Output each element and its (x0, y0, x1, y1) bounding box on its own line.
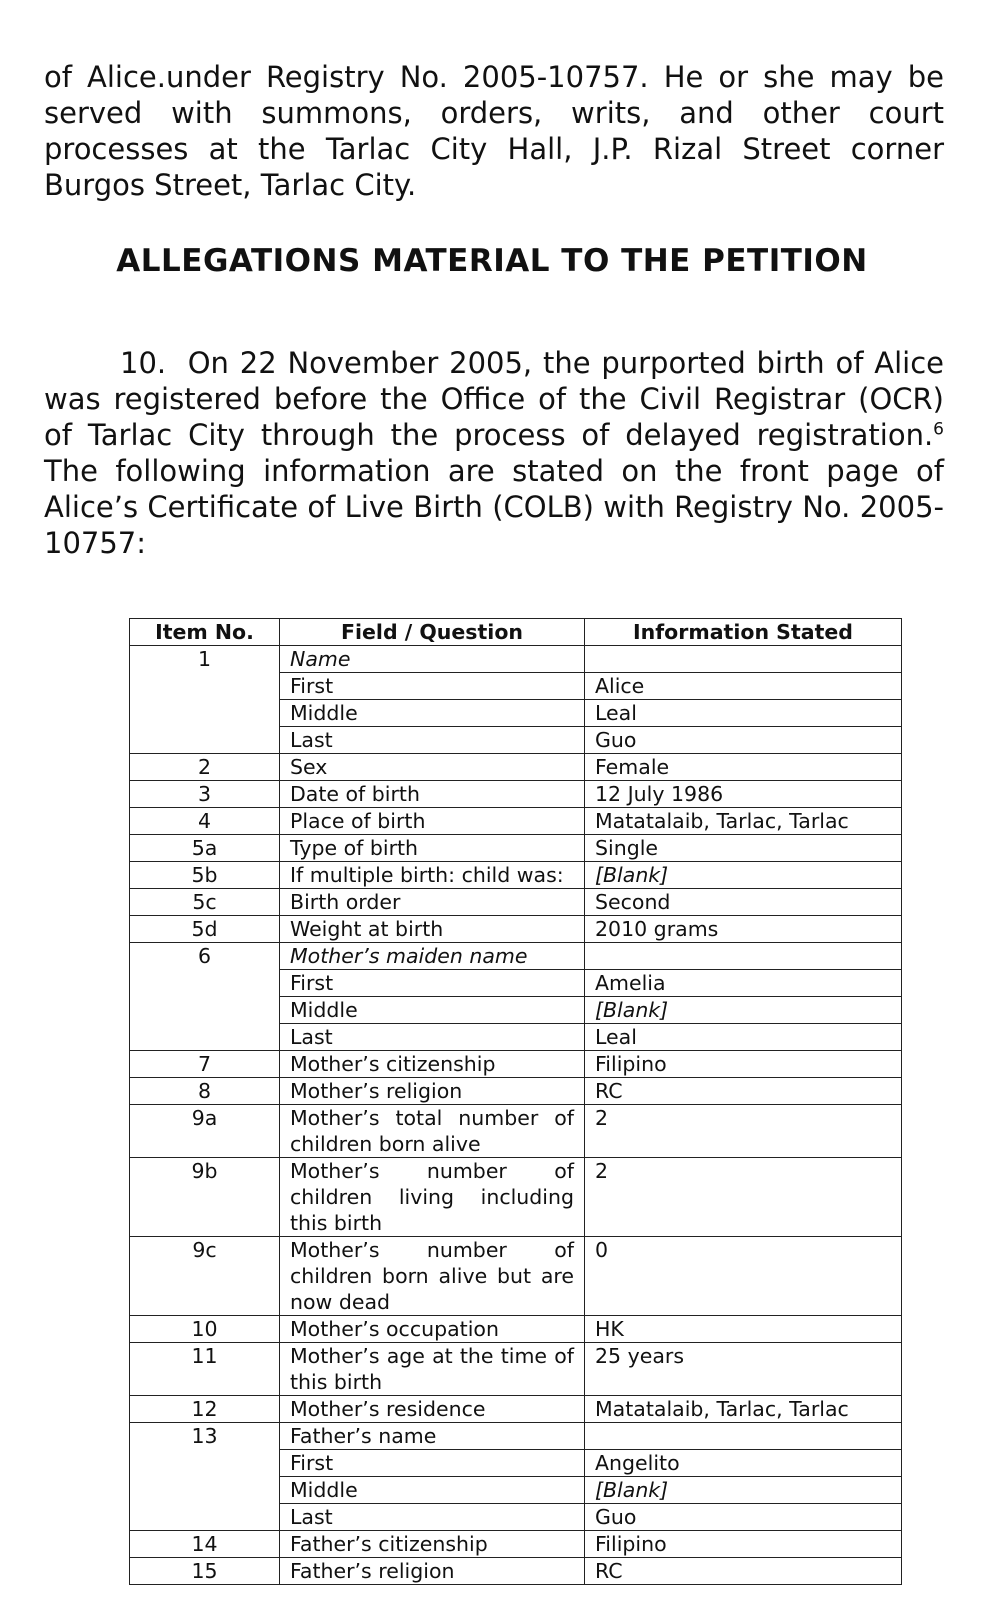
footnote-marker: 6 (933, 419, 944, 440)
item-number-cell: 7 (130, 1051, 280, 1078)
item-number-cell: 15 (130, 1558, 280, 1585)
table-row (130, 862, 902, 889)
table-row (130, 1558, 902, 1585)
field-question-cell: Mother’s residence (280, 1396, 585, 1423)
item-number-cell: 4 (130, 808, 280, 835)
field-question-cell: Last (280, 727, 585, 754)
field-question-cell: Mother’s age at the time of this birth (280, 1343, 585, 1396)
item-number-cell: 6 (130, 943, 280, 1051)
field-question-cell: Middle (280, 700, 585, 727)
information-stated-cell: Guo (585, 1504, 902, 1531)
field-question-cell: Birth order (280, 889, 585, 916)
information-stated-cell: RC (585, 1558, 902, 1585)
field-question-cell: Father’s citizenship (280, 1531, 585, 1558)
paragraph-1: of Alice.under Registry No. 2005-10757. He or she may be served with summons, orders, writs, and other court processes at the Tarlac City Hall, J.P. Rizal Street corner Burgos Street, Tarlac City. (44, 60, 944, 202)
field-question-cell: Mother’s citizenship (280, 1051, 585, 1078)
field-question-cell: Mother’s occupation (280, 1316, 585, 1343)
item-number-cell: 13 (130, 1423, 280, 1531)
item-number-cell: 5c (130, 889, 280, 916)
table-body (130, 646, 902, 1585)
table-row (130, 916, 902, 943)
field-question-cell: First (280, 970, 585, 997)
field-question-cell: Mother’s maiden name (280, 943, 585, 970)
field-question-cell: Name (280, 646, 585, 673)
field-question-cell: Mother’s total number of children born alive (280, 1105, 585, 1158)
item-number-cell: 2 (130, 754, 280, 781)
item-number-cell: 8 (130, 1078, 280, 1105)
item-number-cell: 12 (130, 1396, 280, 1423)
table-row (130, 781, 902, 808)
item-number-cell: 1 (130, 646, 280, 754)
field-question-cell: Mother’s number of children born alive but are now dead (280, 1237, 585, 1316)
information-stated-cell: Leal (585, 1024, 902, 1051)
information-stated-cell (585, 646, 902, 673)
item-number-cell: 14 (130, 1531, 280, 1558)
information-stated-cell: Matatalaib, Tarlac, Tarlac (585, 808, 902, 835)
item-number-cell: 10 (130, 1316, 280, 1343)
table-row (130, 1105, 902, 1158)
table-row (130, 1078, 902, 1105)
field-question-cell: Father’s religion (280, 1558, 585, 1585)
table-row (130, 835, 902, 862)
information-stated-cell: 25 years (585, 1343, 902, 1396)
paragraph-10-lead (44, 345, 944, 561)
information-stated-cell: Filipino (585, 1531, 902, 1558)
item-number-cell: 9b (130, 1158, 280, 1237)
table-row (130, 754, 902, 781)
information-stated-cell: Single (585, 835, 902, 862)
information-stated-cell: Guo (585, 727, 902, 754)
field-question-cell: Date of birth (280, 781, 585, 808)
information-stated-cell: Amelia (585, 970, 902, 997)
table-row (130, 1237, 902, 1316)
information-stated-cell: Filipino (585, 1051, 902, 1078)
information-stated-cell: 0 (585, 1237, 902, 1316)
field-question-cell: Last (280, 1504, 585, 1531)
information-stated-cell (585, 943, 902, 970)
field-question-cell: First (280, 1450, 585, 1477)
information-stated-cell: [Blank] (585, 862, 902, 889)
field-question-cell: Sex (280, 754, 585, 781)
field-question-cell: If multiple birth: child was: (280, 862, 585, 889)
header-field-question: Field / Question (280, 619, 585, 646)
paragraph-10-text: On 22 November 2005, the purported birth of Alice was registered before the Office of the Civil Registrar (OCR) of Tarlac City through the process of delayed registration. (44, 346, 944, 452)
table-header-row (130, 619, 902, 646)
information-stated-cell: 2 (585, 1105, 902, 1158)
field-question-cell: Weight at birth (280, 916, 585, 943)
item-number-cell: 9c (130, 1237, 280, 1316)
field-question-cell: Place of birth (280, 808, 585, 835)
table-row (130, 1396, 902, 1423)
item-number-cell: 11 (130, 1343, 280, 1396)
information-stated-cell: 2010 grams (585, 916, 902, 943)
colb-information-table (129, 618, 902, 1585)
section-heading: ALLEGATIONS MATERIAL TO THE PETITION (116, 243, 868, 279)
table-row (130, 1531, 902, 1558)
information-stated-cell: [Blank] (585, 1477, 902, 1504)
header-item-no: Item No. (130, 619, 280, 646)
field-question-cell: Type of birth (280, 835, 585, 862)
item-number-cell: 3 (130, 781, 280, 808)
header-information-stated: Information Stated (585, 619, 902, 646)
paragraph-10-text-continued: The following information are stated on the front page of Alice’s Certificate of Live Birth (COLB) with Registry No. 2005-10757: (44, 454, 944, 560)
information-stated-cell: Alice (585, 673, 902, 700)
paragraph-10 (44, 345, 944, 561)
information-stated-cell: Matatalaib, Tarlac, Tarlac (585, 1396, 902, 1423)
information-stated-cell: 2 (585, 1158, 902, 1237)
item-number-cell: 5b (130, 862, 280, 889)
information-stated-cell: 12 July 1986 (585, 781, 902, 808)
information-stated-cell: Female (585, 754, 902, 781)
table-row (130, 1051, 902, 1078)
information-stated-cell: Leal (585, 700, 902, 727)
field-question-cell: First (280, 673, 585, 700)
table-row (130, 889, 902, 916)
information-stated-cell: Second (585, 889, 902, 916)
field-question-cell: Middle (280, 1477, 585, 1504)
information-stated-cell: HK (585, 1316, 902, 1343)
information-stated-cell: [Blank] (585, 997, 902, 1024)
field-question-cell: Mother’s religion (280, 1078, 585, 1105)
table-row (130, 808, 902, 835)
item-number-cell: 9a (130, 1105, 280, 1158)
field-question-cell: Father’s name (280, 1423, 585, 1450)
table-row (130, 1343, 902, 1396)
table-row (130, 646, 902, 673)
item-number-cell: 5d (130, 916, 280, 943)
item-number-cell: 5a (130, 835, 280, 862)
field-question-cell: Last (280, 1024, 585, 1051)
paragraph-number: 10. (120, 346, 167, 380)
table-row (130, 943, 902, 970)
table-row (130, 1423, 902, 1450)
table-row (130, 1316, 902, 1343)
information-stated-cell: RC (585, 1078, 902, 1105)
information-stated-cell (585, 1423, 902, 1450)
field-question-cell: Mother’s number of children living including this birth (280, 1158, 585, 1237)
information-stated-cell: Angelito (585, 1450, 902, 1477)
field-question-cell: Middle (280, 997, 585, 1024)
table-row (130, 1158, 902, 1237)
